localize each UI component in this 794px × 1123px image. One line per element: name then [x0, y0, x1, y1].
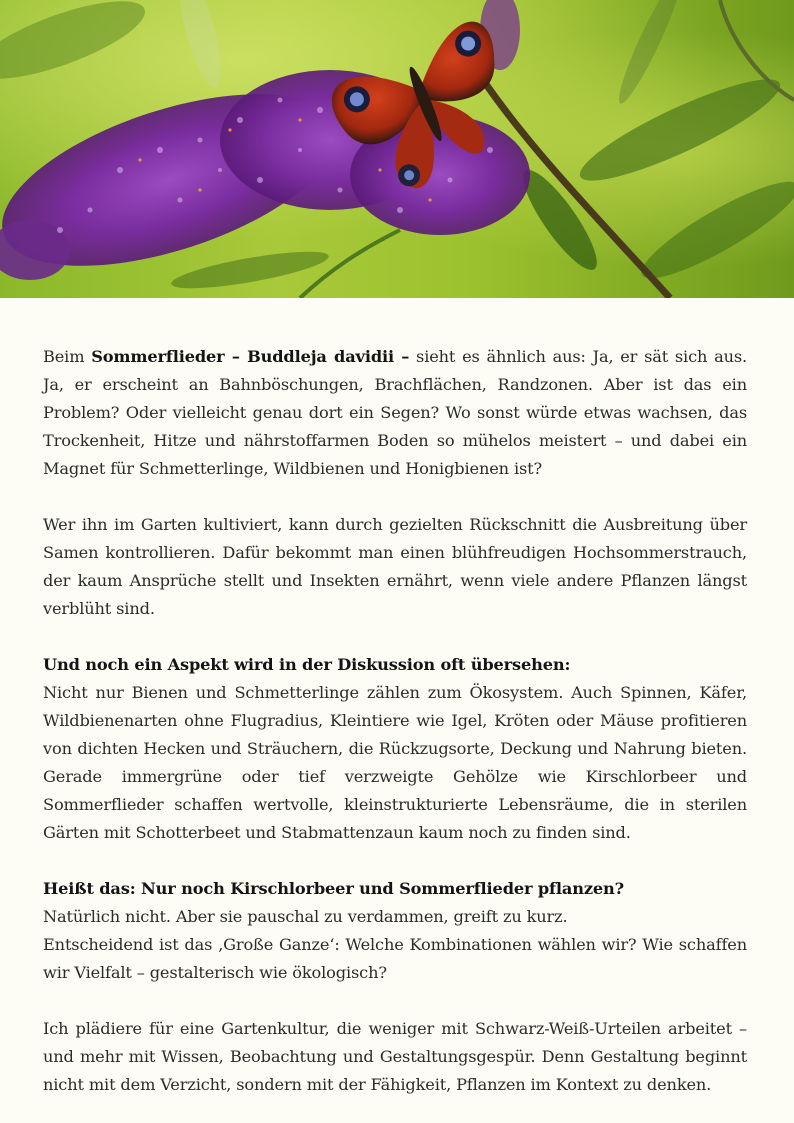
- section-heading-aspect: Und noch ein Aspekt wird in der Diskussion oft übersehen:: [43, 655, 571, 674]
- answer-line: Natürlich nicht. Aber sie pauschal zu verdammen, greift zu kurz.: [43, 907, 568, 926]
- intro-lead: Beim: [43, 347, 92, 366]
- intro-paragraph: [43, 343, 747, 483]
- section-heading-question: Heißt das: Nur noch Kirschlorbeer und Sommerflieder pflanzen?: [43, 879, 624, 898]
- intro-rest: sieht es ähnlich aus: Ja, er sät sich aus. Ja, er erscheint an Bahnböschungen, Brachflächen, Randzonen. Aber ist das ein Problem? Oder vielleicht genau dort ein Segen? Wo sonst würde etwas wachsen, das Trockenheit, Hitze und nährstoffarmen Boden so mühelos meistert – und dabei ein Magnet für Schmetterlinge, Wildbienen und Honigbienen ist?: [43, 347, 748, 478]
- hero-image: [0, 0, 794, 298]
- cultivation-paragraph: Wer ihn im Garten kultiviert, kann durch gezielten Rückschnitt die Ausbreitung über Samen kontrollieren. Dafür bekommt man einen blühfreudigen Hochsommerstrauch, der kaum Ansprüche stellt und Insekten ernährt, wenn viele andere Pflanzen längst verblüht sind.: [43, 515, 747, 618]
- intro-bold-term: Sommerflieder – Buddleja davidii –: [91, 347, 410, 366]
- big-picture-paragraph: Entscheidend ist das ‚Große Ganze‘: Welche Kombinationen wählen wir? Wie schaffen wir Vielfalt – gestalterisch wie ökologisch?: [43, 935, 747, 982]
- ecosystem-paragraph: Nicht nur Bienen und Schmetterlinge zählen zum Ökosystem. Auch Spinnen, Käfer, Wildbienenarten ohne Flugradius, Kleintiere wie Igel, Kröten oder Mäuse profitieren von dichten Hecken und Sträuchern, die Rückzugsorte, Deckung und Nahrung bieten. Gerade immergrüne oder tief verzweigte Gehölze wie Kirschlorbeer und Sommerflieder schaffen wertvolle, kleinstrukturierte Lebensräume, die in sterilen Gärten mit Schotterbeet und Stabmattenzaun kaum noch zu finden sind.: [43, 683, 747, 842]
- closing-paragraph: Ich plädiere für eine Gartenkultur, die weniger mit Schwarz-Weiß-Urteilen arbeitet – und mehr mit Wissen, Beobachtung und Gestaltungsgespür. Denn Gestaltung beginnt nicht mit dem Verzicht, sondern mit der Fähigkeit, Pflanzen im Kontext zu denken.: [43, 1019, 747, 1094]
- article-body: [43, 343, 747, 1099]
- butterfly-on-buddleja-photo: [0, 0, 794, 298]
